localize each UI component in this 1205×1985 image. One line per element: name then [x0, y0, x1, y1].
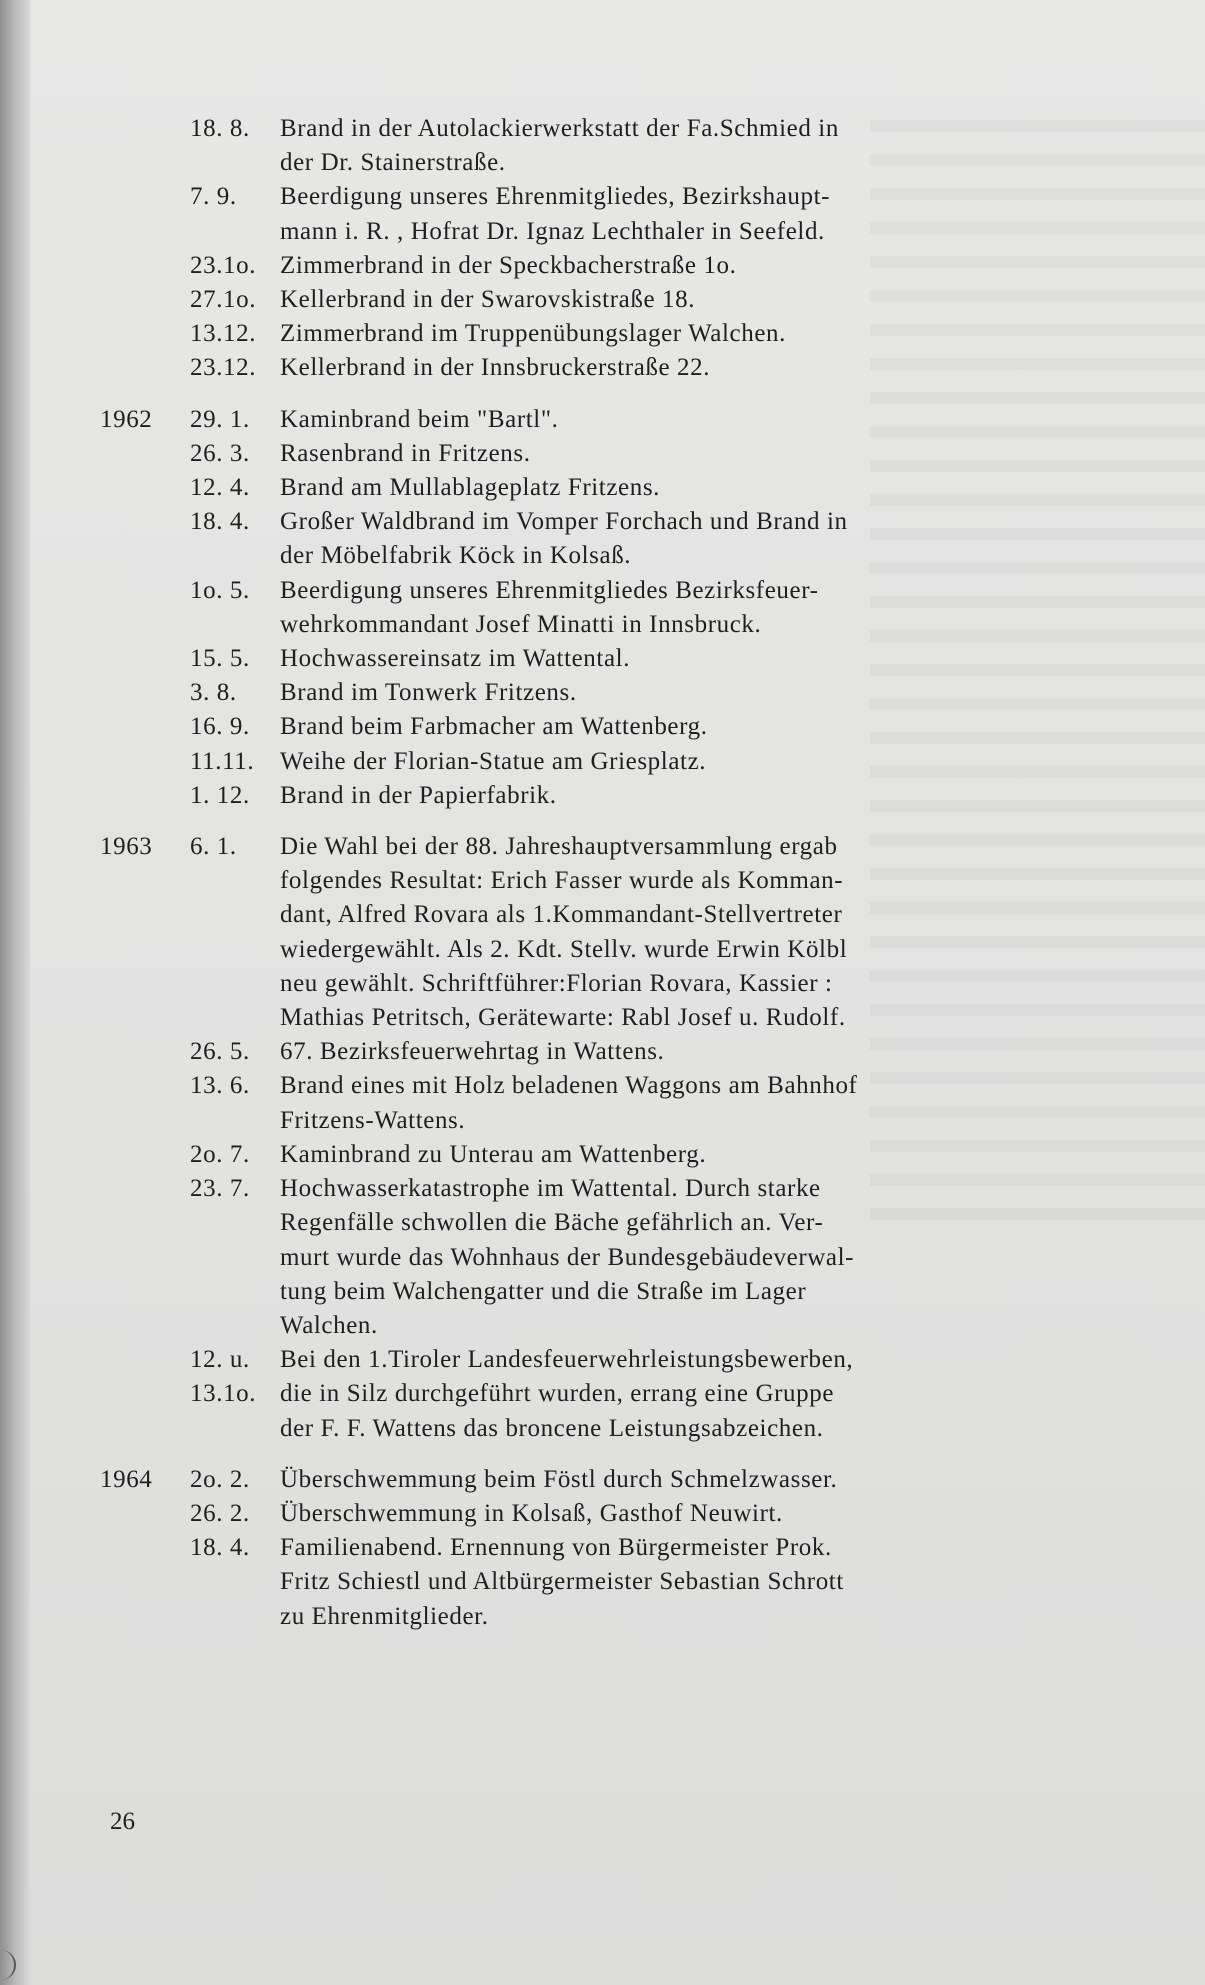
entry-line — [100, 146, 1100, 180]
chronicle-entry — [100, 249, 1100, 283]
entry-text: Regenfälle schwollen die Bäche gefährlich an. Ver- — [280, 1209, 824, 1237]
entry-date: 23.12. — [190, 354, 257, 382]
entry-line — [100, 471, 1100, 505]
entry-date: 13.1o. — [190, 1380, 257, 1408]
entry-text: Mathias Petritsch, Gerätewarte: Rabl Josef u. Rudolf. — [280, 1004, 846, 1032]
chronicle-entry — [100, 1172, 1100, 1343]
entry-date: 23.1o. — [190, 251, 257, 279]
entry-text: murt wurde das Wohnhaus der Bundesgebäudeverwal- — [280, 1243, 855, 1271]
chronicle-entry — [100, 676, 1100, 710]
entry-year — [100, 1069, 190, 1103]
year-gap — [100, 386, 1100, 403]
entry-line — [100, 1463, 1100, 1497]
entry-year — [100, 779, 190, 813]
entry-date: 1o. 5. — [190, 576, 250, 604]
chronicle-entry — [100, 180, 1100, 248]
entry-line — [100, 1565, 1100, 1599]
entry-text: Die Wahl bei der 88. Jahreshauptversammlung ergab — [280, 833, 838, 861]
entry-date: 26. 5. — [190, 1038, 250, 1066]
entry-date — [190, 215, 280, 249]
chronicle-entry — [100, 779, 1100, 813]
entry-year — [100, 539, 190, 573]
entry-line — [100, 864, 1100, 898]
chronicle-entry — [100, 710, 1100, 744]
entry-year — [100, 317, 190, 351]
entry-date: 7. 9. — [190, 183, 237, 211]
entry-year — [100, 1138, 190, 1172]
entry-year — [100, 215, 190, 249]
entry-line — [100, 1531, 1100, 1565]
entry-date: 18. 8. — [190, 115, 250, 142]
entry-date: 16. 9. — [190, 713, 250, 741]
entry-date: 2o. 7. — [190, 1140, 250, 1168]
entry-year — [100, 1275, 190, 1309]
chronicle-entry — [100, 317, 1100, 351]
chronicle-entry — [100, 1531, 1100, 1634]
entry-text: Kaminbrand beim "Bartl". — [280, 405, 559, 433]
entry-text: Brand in der Papierfabrik. — [280, 781, 557, 809]
entry-text: Brand am Mullablageplatz Fritzens. — [280, 474, 661, 502]
entry-text: die in Silz durchgeführt wurden, errang eine Gruppe — [280, 1380, 835, 1408]
entry-text: der F. F. Wattens das broncene Leistungsabzeichen. — [280, 1414, 824, 1442]
chronicle-entry — [100, 574, 1100, 642]
entry-text: Beerdigung unseres Ehrenmitgliedes Bezirksfeuer- — [280, 576, 819, 604]
entry-year — [100, 1206, 190, 1240]
entry-line — [100, 642, 1100, 676]
entry-text: folgendes Resultat: Erich Fasser wurde als Komman- — [280, 867, 844, 895]
entry-text: Kellerbrand in der Innsbruckerstraße 22. — [280, 354, 711, 382]
entry-line — [100, 505, 1100, 539]
entry-line — [100, 574, 1100, 608]
entry-year — [100, 112, 190, 146]
entry-date: 12. u. — [190, 1346, 250, 1374]
entry-line — [100, 1001, 1100, 1035]
entry-date: 27.1o. — [190, 286, 257, 314]
entry-line — [100, 1206, 1100, 1240]
chronicle-entry — [100, 403, 1100, 437]
entry-line — [100, 608, 1100, 642]
chronicle-entry — [100, 471, 1100, 505]
chronicle-entry — [100, 283, 1100, 317]
entry-year — [100, 710, 190, 744]
entry-text: Brand im Tonwerk Fritzens. — [280, 679, 577, 707]
entry-text: Überschwemmung beim Föstl durch Schmelzwasser. — [280, 1465, 838, 1493]
entry-year — [100, 505, 190, 539]
chronicle-entry — [100, 830, 1100, 1035]
entry-year — [100, 1531, 190, 1565]
entry-date — [190, 539, 280, 573]
entry-line — [100, 1412, 1100, 1446]
entry-line — [100, 283, 1100, 317]
entry-date — [190, 1206, 280, 1240]
entry-text: dant, Alfred Rovara als 1.Kommandant-Stellvertreter — [280, 901, 843, 929]
entry-date: 6. 1. — [190, 833, 237, 861]
page-edge — [0, 0, 30, 1985]
chronicle-entry — [100, 1069, 1100, 1137]
entry-line — [100, 1104, 1100, 1138]
entry-text: Hochwasserkatastrophe im Wattental. Durch starke — [280, 1175, 821, 1203]
entry-line — [100, 1600, 1100, 1634]
year-gap — [100, 813, 1100, 830]
entry-line — [100, 215, 1100, 249]
entry-year — [100, 437, 190, 471]
entry-date: 23. 7. — [190, 1175, 250, 1203]
entry-text: der Dr. Stainerstraße. — [280, 149, 506, 177]
chronicle-entry — [100, 642, 1100, 676]
chronicle-entry — [100, 351, 1100, 385]
entry-line — [100, 967, 1100, 1001]
entry-year — [100, 1172, 190, 1206]
entry-text: Walchen. — [280, 1311, 378, 1339]
page-number: 26 — [110, 1808, 135, 1835]
entry-date — [190, 864, 280, 898]
entry-year — [100, 864, 190, 898]
entry-line — [100, 403, 1100, 437]
entry-year: 1964 — [100, 1465, 153, 1493]
entry-date: 12. 4. — [190, 474, 250, 502]
entry-line — [100, 779, 1100, 813]
entry-date — [190, 1565, 280, 1599]
entry-text: Fritz Schiestl und Altbürgermeister Sebastian Schrott — [280, 1568, 844, 1596]
entry-date: 3. 8. — [190, 679, 237, 707]
entry-year — [100, 1497, 190, 1531]
entry-line — [100, 112, 1100, 146]
entry-text: Familienabend. Ernennung von Bürgermeister Prok. — [280, 1534, 832, 1562]
entry-line — [100, 437, 1100, 471]
entry-year — [100, 180, 190, 214]
chronicle-entry — [100, 1138, 1100, 1172]
entry-text: Großer Waldbrand im Vomper Forchach und Brand in — [280, 508, 848, 536]
entry-date — [190, 898, 280, 932]
entry-date — [190, 1001, 280, 1035]
entry-text: zu Ehrenmitglieder. — [280, 1602, 489, 1630]
entry-year — [100, 1309, 190, 1343]
entry-text: tung beim Walchengatter und die Straße im Lager — [280, 1277, 807, 1305]
entry-date — [190, 608, 280, 642]
entry-text: Beerdigung unseres Ehrenmitgliedes, Bezirkshaupt- — [280, 183, 831, 211]
entry-line — [100, 1172, 1100, 1206]
entry-date: 29. 1. — [190, 405, 250, 433]
entry-text: Brand eines mit Holz beladenen Waggons am Bahnhof — [280, 1072, 858, 1100]
entry-date: 26. 3. — [190, 439, 250, 467]
entry-year: 1962 — [100, 405, 153, 433]
chronicle-entry — [100, 1497, 1100, 1531]
entry-line — [100, 1275, 1100, 1309]
entry-text: Brand in der Autolackierwerkstatt der Fa.Schmied in — [280, 115, 839, 142]
entry-date: 13.12. — [190, 320, 257, 348]
entry-year — [100, 933, 190, 967]
entry-line — [100, 830, 1100, 864]
entry-year — [100, 574, 190, 608]
entry-year — [100, 1001, 190, 1035]
entry-year — [100, 1104, 190, 1138]
entry-year — [100, 745, 190, 779]
entry-line — [100, 1035, 1100, 1069]
entry-date: 26. 2. — [190, 1499, 250, 1527]
entry-date — [190, 1309, 280, 1343]
entry-text: Kellerbrand in der Swarovskistraße 18. — [280, 286, 696, 314]
entry-text: 67. Bezirksfeuerwehrtag in Wattens. — [280, 1038, 665, 1066]
entry-line — [100, 710, 1100, 744]
entry-line — [100, 1069, 1100, 1103]
entry-text: wiedergewählt. Als 2. Kdt. Stellv. wurde Erwin Kölbl — [280, 935, 848, 963]
entry-text: Zimmerbrand in der Speckbacherstraße 1o. — [280, 251, 737, 279]
entry-date — [190, 146, 280, 180]
chronicle-entry — [100, 1377, 1100, 1445]
entry-date — [190, 1275, 280, 1309]
chronicle-entry — [100, 1463, 1100, 1497]
entry-text: Brand beim Farbmacher am Wattenberg. — [280, 713, 708, 741]
entry-line — [100, 1497, 1100, 1531]
entry-line — [100, 1138, 1100, 1172]
entry-line — [100, 1377, 1100, 1411]
entry-date: 18. 4. — [190, 1534, 250, 1562]
entry-year — [100, 1377, 190, 1411]
entry-year — [100, 1241, 190, 1275]
entry-year — [100, 471, 190, 505]
entry-year — [100, 676, 190, 710]
entry-text: Überschwemmung in Kolsaß, Gasthof Neuwirt. — [280, 1499, 783, 1527]
entry-date — [190, 1600, 280, 1634]
chronicle-entry — [100, 1343, 1100, 1377]
entry-text: Fritzens-Wattens. — [280, 1106, 466, 1134]
entry-text: Kaminbrand zu Unterau am Wattenberg. — [280, 1140, 707, 1168]
entry-line — [100, 539, 1100, 573]
entry-year — [100, 898, 190, 932]
chronicle-entry — [100, 745, 1100, 779]
entry-line — [100, 745, 1100, 779]
entry-date — [190, 933, 280, 967]
entry-text: neu gewählt. Schriftführer:Florian Rovara, Kassier : — [280, 969, 833, 997]
entry-line — [100, 351, 1100, 385]
entry-year — [100, 249, 190, 283]
entry-year — [100, 608, 190, 642]
entry-year: 1963 — [100, 833, 153, 861]
chronicle-entries — [100, 112, 1100, 1634]
entry-line — [100, 898, 1100, 932]
entry-text: Weihe der Florian-Statue am Griesplatz. — [280, 747, 707, 775]
entry-date: 2o. 2. — [190, 1465, 250, 1493]
entry-date — [190, 1412, 280, 1446]
entry-text: wehrkommandant Josef Minatti in Innsbruck. — [280, 610, 762, 638]
entry-line — [100, 676, 1100, 710]
chronicle-entry — [100, 1035, 1100, 1069]
entry-line — [100, 933, 1100, 967]
chronicle-entry — [100, 112, 1100, 180]
chronicle-entry — [100, 437, 1100, 471]
entry-year — [100, 1035, 190, 1069]
entry-text: Zimmerbrand im Truppenübungslager Walchen. — [280, 320, 786, 348]
entry-text: Hochwassereinsatz im Wattental. — [280, 645, 631, 673]
entry-year — [100, 1412, 190, 1446]
entry-date: 15. 5. — [190, 645, 250, 673]
entry-year — [100, 1600, 190, 1634]
entry-date: 1. 12. — [190, 781, 250, 809]
entry-text: Rasenbrand in Fritzens. — [280, 439, 531, 467]
entry-date — [190, 1241, 280, 1275]
chronicle-entry — [100, 505, 1100, 573]
entry-line — [100, 249, 1100, 283]
entry-date: 18. 4. — [190, 508, 250, 536]
entry-text: mann i. R. , Hofrat Dr. Ignaz Lechthaler in Seefeld. — [280, 217, 825, 245]
entry-year — [100, 146, 190, 180]
entry-line — [100, 1241, 1100, 1275]
entry-line — [100, 317, 1100, 351]
entry-date: 11.11. — [190, 747, 255, 775]
entry-date — [190, 1104, 280, 1138]
entry-year — [100, 283, 190, 317]
entry-year — [100, 351, 190, 385]
entry-year — [100, 967, 190, 1001]
year-gap — [100, 1446, 1100, 1463]
entry-year — [100, 1343, 190, 1377]
entry-line — [100, 1309, 1100, 1343]
entry-date: 13. 6. — [190, 1072, 250, 1100]
entry-line — [100, 180, 1100, 214]
entry-date — [190, 967, 280, 1001]
entry-year — [100, 1565, 190, 1599]
entry-line — [100, 1343, 1100, 1377]
entry-text: Bei den 1.Tiroler Landesfeuerwehrleistungsbewerben, — [280, 1346, 854, 1374]
entry-year — [100, 642, 190, 676]
entry-text: der Möbelfabrik Köck in Kolsaß. — [280, 542, 632, 570]
